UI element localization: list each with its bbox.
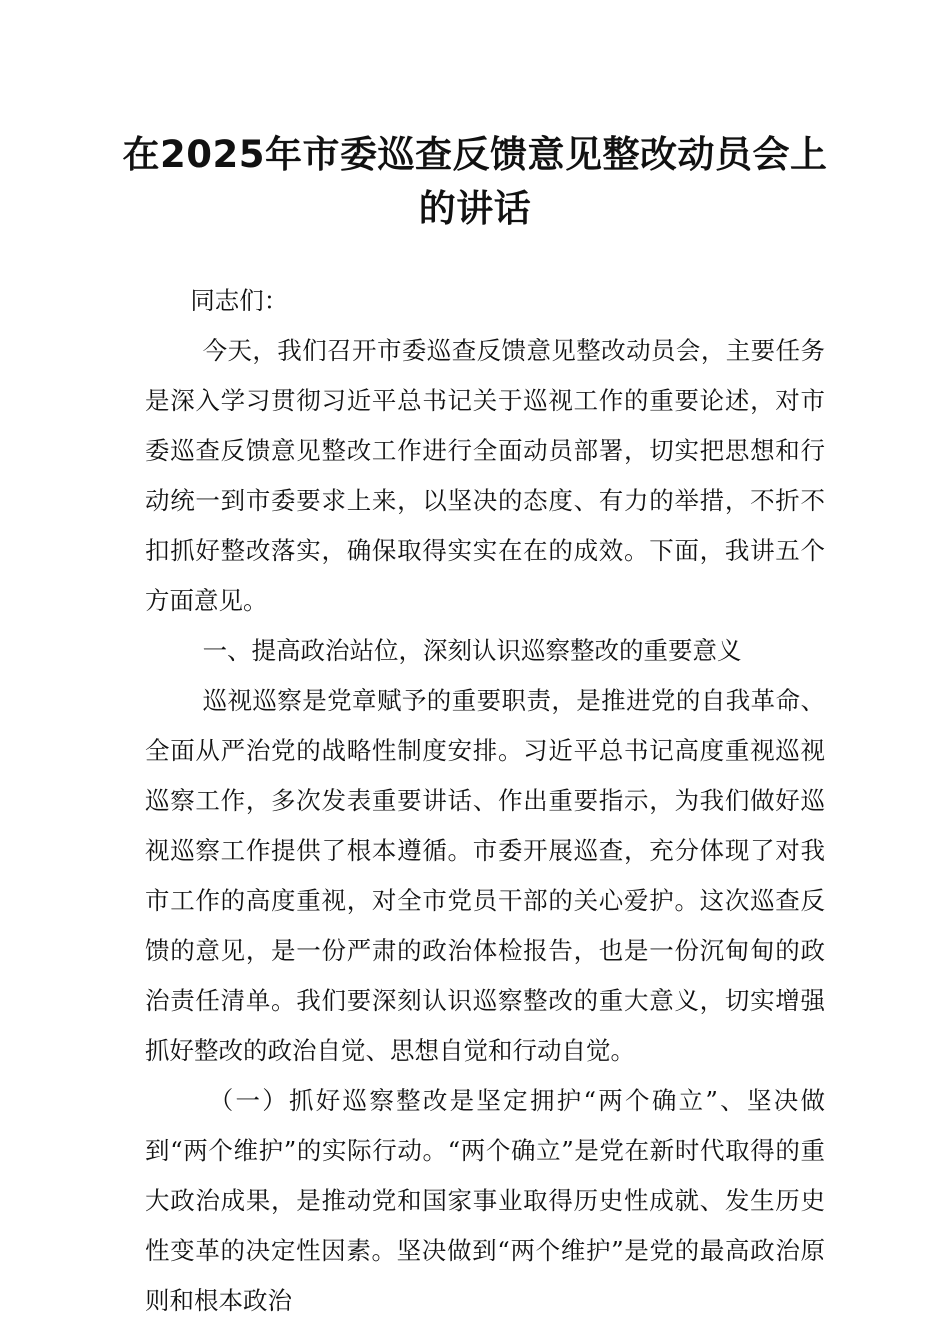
paragraph-section-1: 巡视巡察是党章赋予的重要职责，是推进党的自我革命、全面从严治党的战略性制度安排。习近平总书记高度重视巡视巡察工作，多次发表重要讲话、作出重要指示，为我们做好巡视巡察工作提供了根本遵循。市委开展巡查，充分体现了对我市工作的高度重视，对全市党员干部的关心爱护。这次巡查反馈的意见，是一份严肃的政治体检报告，也是一份沉甸甸的政治责任清单。我们要深刻认识巡察整改的重大意义，切实增强抓好整改的政治自觉、思想自觉和行动自觉。 <box>145 686 825 1065</box>
title-line-2: 的讲话 <box>418 187 532 230</box>
title-line-1: 在2025年市委巡查反馈意见整改动员会上 <box>122 133 828 176</box>
salutation: 同志们： <box>190 286 289 315</box>
paragraph-subsection-1: （一）抓好巡察整改是坚定拥护“两个确立”、坚决做到“两个维护”的实际行动。“两个确立”是党在新时代取得的重大政治成果，是推动党和国家事业取得历史性成就、发生历史性变革的决定性因素。坚决做到“两个维护”是党的最高政治原则和根本政治 <box>145 1086 825 1315</box>
document-title <box>120 128 830 236</box>
document-body <box>145 276 825 1326</box>
paragraph-intro: 今天，我们召开市委巡查反馈意见整改动员会，主要任务是深入学习贯彻习近平总书记关于巡视工作的重要论述，对市委巡查反馈意见整改工作进行全面动员部署，切实把思想和行动统一到市委要求上来，以坚决的态度、有力的举措，不折不扣抓好整改落实，确保取得实实在在的成效。下面，我讲五个方面意见。 <box>145 336 825 615</box>
section-heading: 一、提高政治站位，深刻认识巡察整改的重要意义 <box>202 636 742 665</box>
